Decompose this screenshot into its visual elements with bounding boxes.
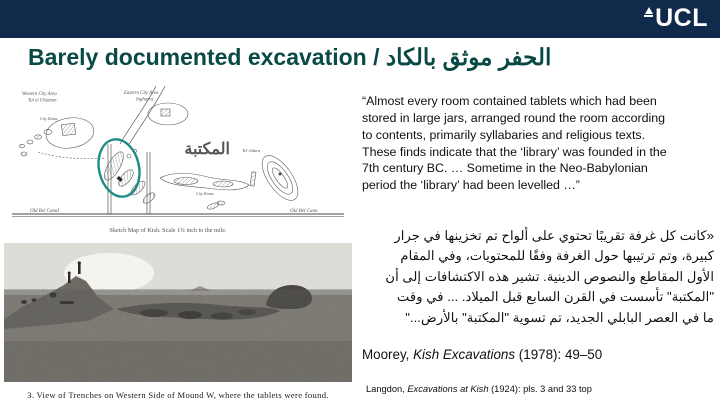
map-label-canal-left: Old Bel Canal — [30, 209, 59, 214]
english-quote: “Almost every room contained tablets which had been stored in large jars, arranged round the room according to contents, primarily syllabaries and religious texts. These finds indicate that the ‘library’ was founded in the 7th century BC. … Sometime in the Neo-Babylonian period the ‘library’ had been levelled …” — [362, 94, 667, 193]
map-label-eastern-area: Eastern City Area — [124, 91, 159, 96]
header-bar — [0, 0, 720, 38]
langdon-citation-plates: (1924): pls. 3 and 33 top — [488, 384, 592, 394]
map-label-city-ruins-east: City Ruins — [196, 191, 214, 196]
ucl-logo — [644, 3, 708, 33]
moorey-citation-author: Moorey, — [362, 347, 414, 362]
moorey-citation-pages: (1978): 49–50 — [515, 347, 603, 362]
ucl-flame-icon — [644, 7, 653, 17]
slide-title: Barely documented excavation / الحفر موثق بالكاد — [28, 44, 552, 70]
map-camp-oval — [148, 103, 188, 125]
map-label-canal-right: Old Bel Cana — [290, 209, 318, 214]
map-central-mounds — [101, 149, 157, 205]
moorey-citation-title: Kish Excavations — [413, 347, 516, 362]
langdon-citation — [366, 384, 592, 394]
photo-caption: 3. View of Trenches on Western Side of Mound W, where the tablets were found. — [27, 390, 329, 400]
map-western-mounds — [20, 115, 107, 159]
map-canal — [12, 214, 344, 217]
moorey-citation — [362, 347, 602, 362]
kish-sketch-map-canvas — [8, 86, 348, 236]
langdon-citation-title: Excavations at Kish — [407, 384, 489, 394]
langdon-citation-author: Langdon, — [366, 384, 408, 394]
map-caption: Sketch Map of Kish. Scale 1¾ inch to the mile. — [109, 227, 227, 234]
map-label-eastern-site: Ingharra — [136, 97, 154, 103]
ucl-logo-text: UCL — [655, 4, 708, 32]
map-east-contour-mound — [255, 150, 304, 206]
map-label-east-mound: Tel Jidura — [242, 148, 261, 153]
kish-sketch-map-figure — [8, 86, 348, 236]
map-label-western-site: Tal el Uhaimer — [28, 98, 57, 104]
arabic-quote: «كانت كل غرفة تقريبًا تحتوي على ألواح تم تخزينها في جرار كبيرة، وتم ترتيبها حول الغرفة وفقًا للمحتويات، وفي المقام الأول المقاطع والنصوص الدينية. تشير هذه الاكتشافات إلى أن "المكتبة" تأسست في القرن السابع قبل الميلاد. ... في وقت ما في العصر البابلي الجديد، تم تسوية "المكتبة" بالأرض..." — [385, 228, 714, 325]
map-label-city-ruins-west: City Ruins — [40, 116, 58, 121]
photo-grain — [4, 289, 352, 382]
map-label-western-area: Western City Area — [22, 92, 57, 97]
library-annotation-label: المكتبة — [184, 141, 230, 158]
trench-photo-canvas — [4, 243, 352, 382]
trench-photo-figure — [4, 243, 352, 400]
